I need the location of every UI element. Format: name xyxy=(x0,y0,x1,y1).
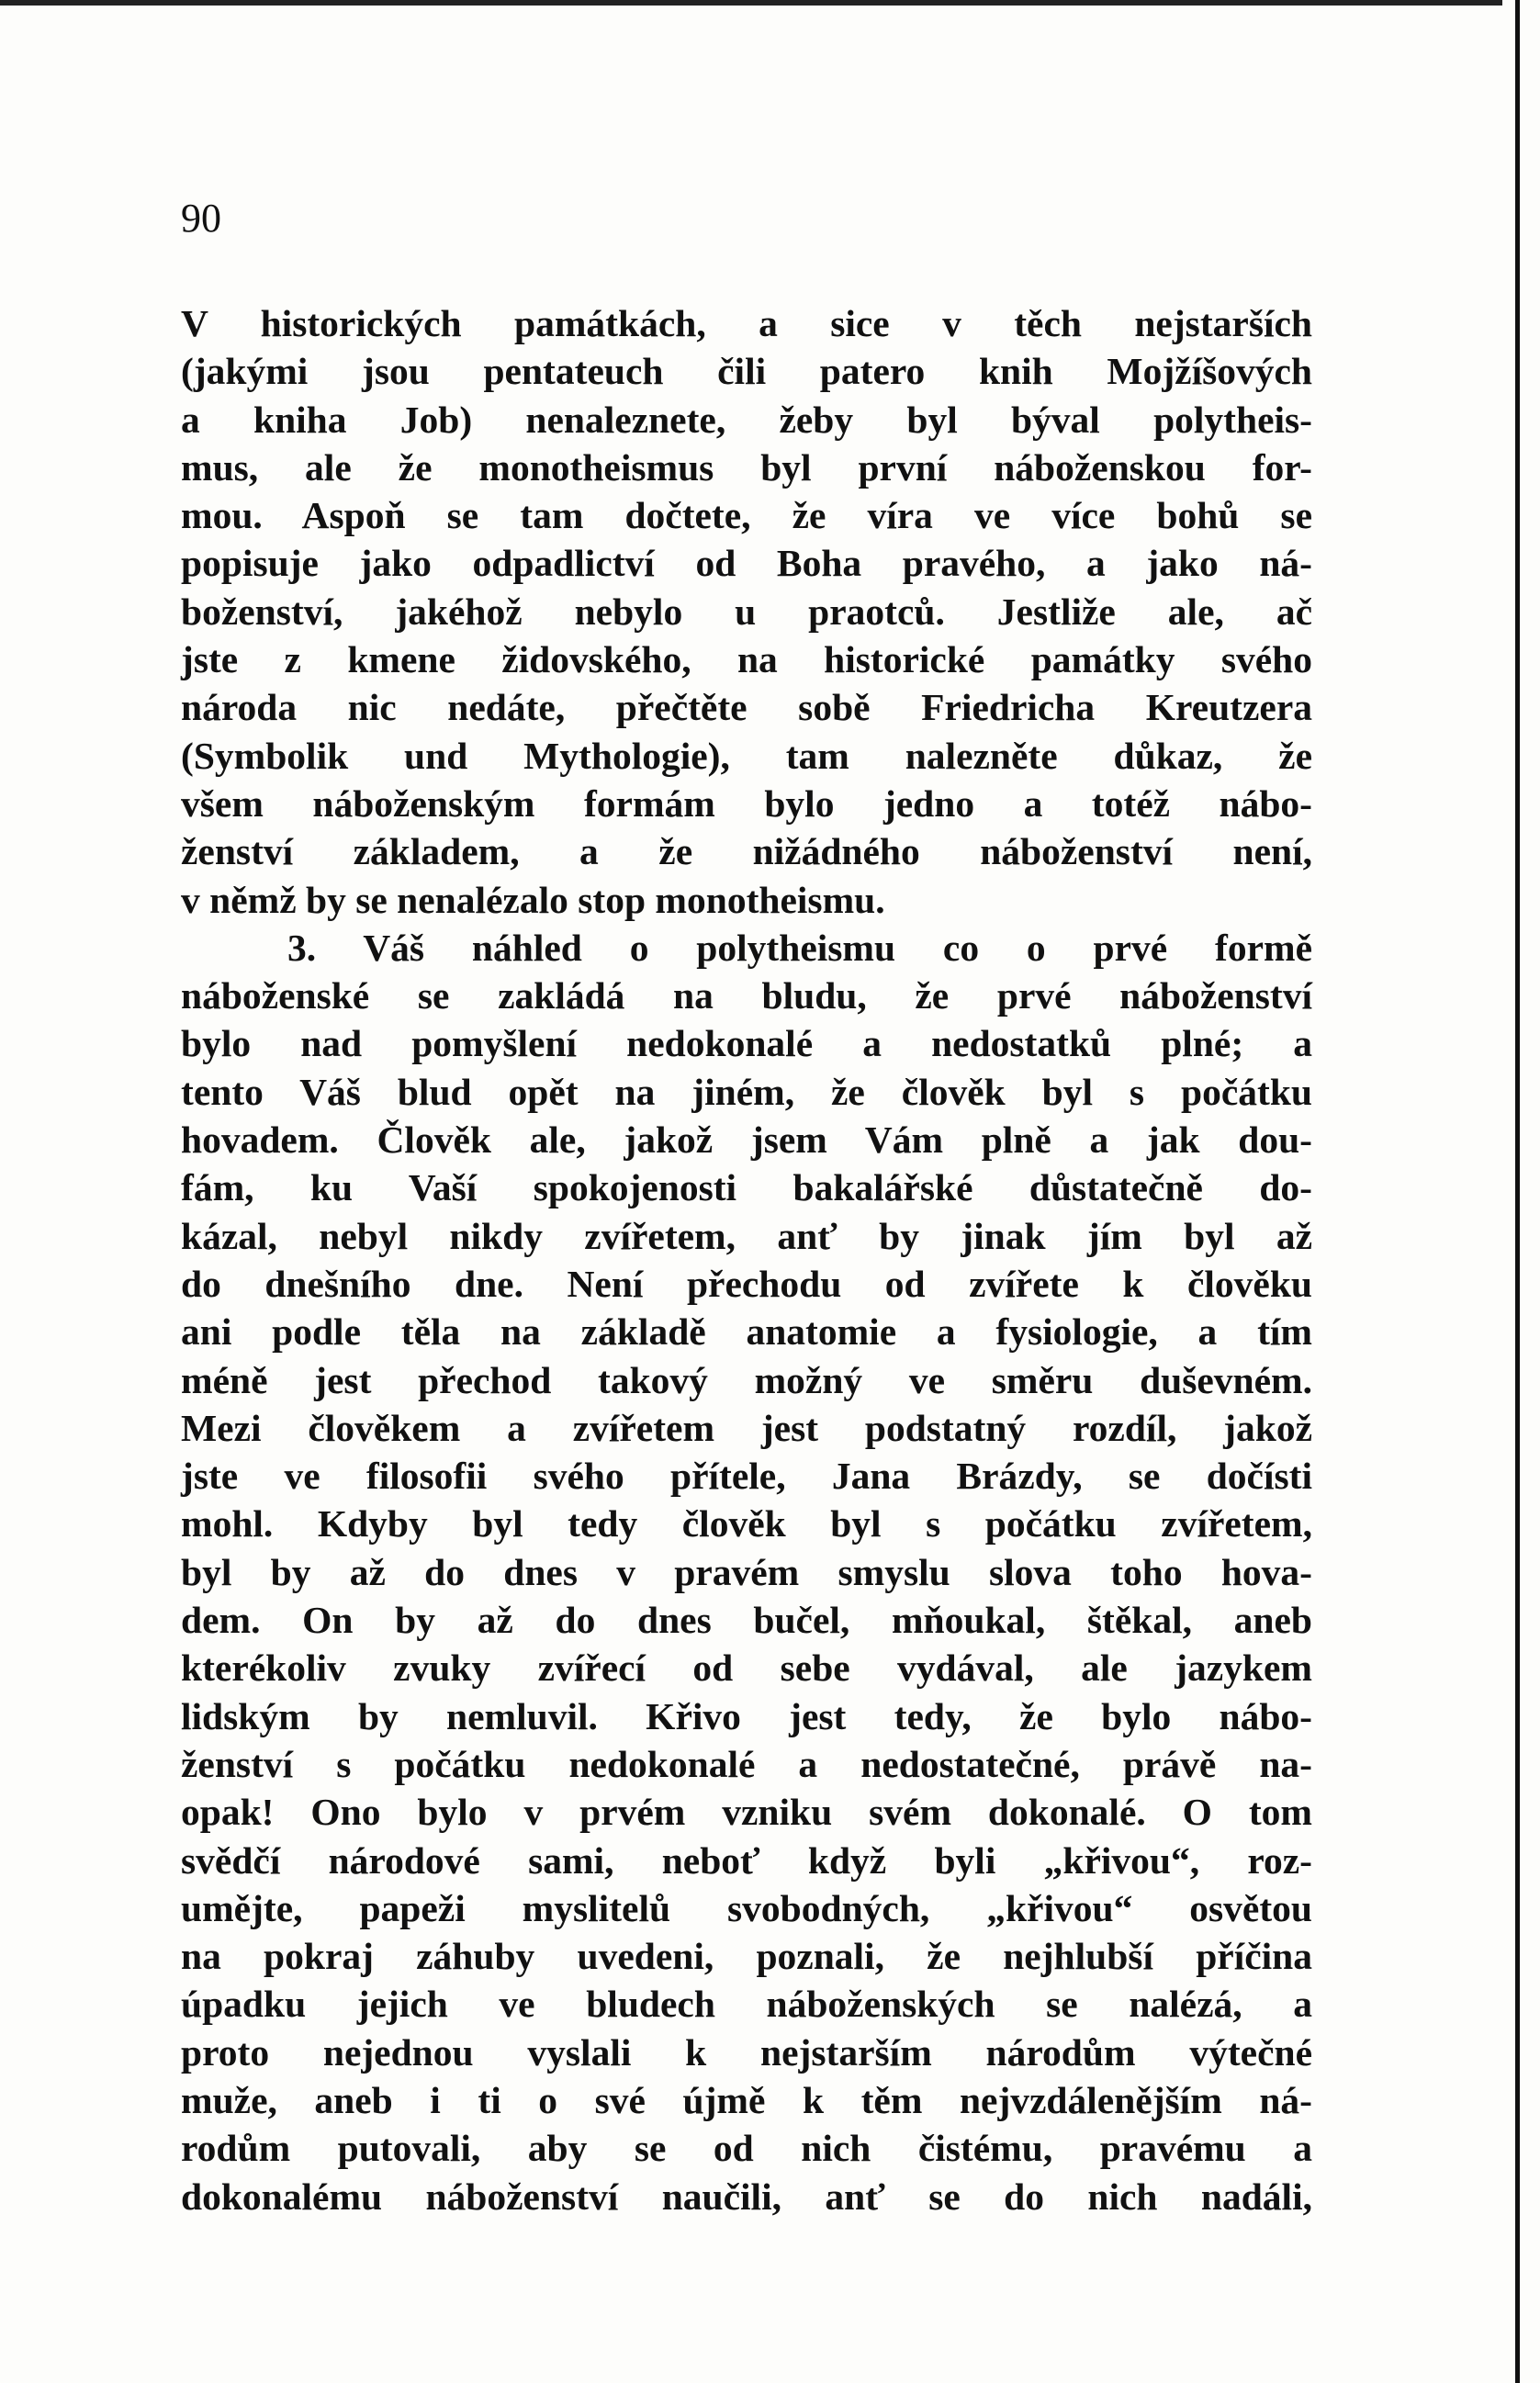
text-line: boženství, jakéhož nebylo u praotců. Jestliže ale, ač xyxy=(181,590,1312,633)
text-line: umějte, papeži myslitelů svobodných, „křivou“ osvětou xyxy=(181,1886,1312,1929)
text-line: kázal, nebyl nikdy zvířetem, anť by jinak jím byl až xyxy=(181,1214,1312,1257)
text-line: rodům putovali, aby se od nich čistému, pravému a xyxy=(181,2127,1312,2170)
text-line: opak! Ono bylo v prvém vzniku svém dokonalé. O tom xyxy=(181,1791,1312,1834)
binding-edge xyxy=(1515,0,1520,2383)
text-line: mou. Aspoň se tam dočtete, že víra ve více bohů se xyxy=(181,494,1312,537)
body-text xyxy=(181,299,1312,2220)
text-line: fám, ku Vaší spokojenosti bakalářské důstatečně do- xyxy=(181,1166,1312,1209)
text-line: jste z kmene židovského, na historické památky svého xyxy=(181,638,1312,681)
text-line: úpadku jejich ve bludech náboženských se nalézá, a xyxy=(181,1983,1312,2026)
text-line: V historických památkách, a sice v těch nejstarších xyxy=(181,302,1312,344)
text-line: byl by až do dnes v pravém smyslu slova toho hova- xyxy=(181,1550,1312,1593)
text-line: mohl. Kdyby byl tedy člověk byl s počátku zvířetem, xyxy=(181,1502,1312,1546)
text-line: náboženské se zakládá na bludu, že prvé náboženství xyxy=(181,974,1312,1017)
text-line: mus, ale že monotheismus byl první náboženskou for- xyxy=(181,445,1312,489)
text-line: 3. Váš náhled o polytheismu co o prvé formě xyxy=(287,926,1312,969)
text-line: (jakými jsou pentateuch čili patero knih Mojžíšových xyxy=(181,350,1312,393)
text-line: proto nejednou vyslali k nejstarším národům výtečné xyxy=(181,2030,1312,2074)
text-line: všem náboženským formám bylo jedno a totéž nábo- xyxy=(181,781,1312,825)
text-line: tento Váš blud opět na jiném, že člověk byl s počátku xyxy=(181,1070,1312,1113)
text-line: (Symbolik und Mythologie), tam nalezněte důkaz, že xyxy=(181,734,1312,777)
text-line: v němž by se nenalézalo stop monotheismu. xyxy=(181,878,885,921)
text-line: hovadem. Člověk ale, jakož jsem Vám plně a jak dou- xyxy=(181,1118,1312,1162)
text-line: ani podle těla na základě anatomie a fysiologie, a tím xyxy=(181,1310,1312,1354)
text-line: Mezi člověkem a zvířetem jest podstatný rozdíl, jakož xyxy=(181,1406,1312,1449)
text-line: méně jest přechod takový možný ve směru duševném. xyxy=(181,1358,1312,1401)
text-line: do dnešního dne. Není přechodu od zvířete k člověku xyxy=(181,1262,1312,1305)
text-line: dokonalému náboženství naučili, anť se do nich nadáli, xyxy=(181,2175,1312,2218)
page-gutter xyxy=(1502,0,1540,2383)
text-line: ženství základem, a že nižádného náboženství není, xyxy=(181,830,1312,873)
text-line: na pokraj záhuby uvedeni, poznali, že nejhlubší příčina xyxy=(181,1935,1312,1978)
text-line: lidským by nemluvil. Křivo jest tedy, že bylo nábo- xyxy=(181,1694,1312,1737)
page-number: 90 xyxy=(181,196,221,241)
text-line: popisuje jako odpadlictví od Boha pravého, a jako ná- xyxy=(181,542,1312,585)
text-line: svědčí národové sami, neboť když byli „křivou“, roz- xyxy=(181,1838,1312,1882)
text-line: a kniha Job) nenaleznete, žeby byl býval polytheis- xyxy=(181,398,1312,441)
text-line: ženství s počátku nedokonalé a nedostatečné, právě na- xyxy=(181,1742,1312,1785)
text-line: jste ve filosofii svého přítele, Jana Brázdy, se dočísti xyxy=(181,1455,1312,1498)
text-line: bylo nad pomyšlení nedokonalé a nedostatků plné; a xyxy=(181,1022,1312,1065)
text-line: národa nic nedáte, přečtěte sobě Friedricha Kreutzera xyxy=(181,686,1312,729)
text-line: dem. On by až do dnes bučel, mňoukal, štěkal, aneb xyxy=(181,1599,1312,1642)
text-line: kterékoliv zvuky zvířecí od sebe vydával, ale jazykem xyxy=(181,1647,1312,1690)
text-line: muže, aneb i ti o své újmě k těm nejvzdálenějším ná- xyxy=(181,2078,1312,2121)
